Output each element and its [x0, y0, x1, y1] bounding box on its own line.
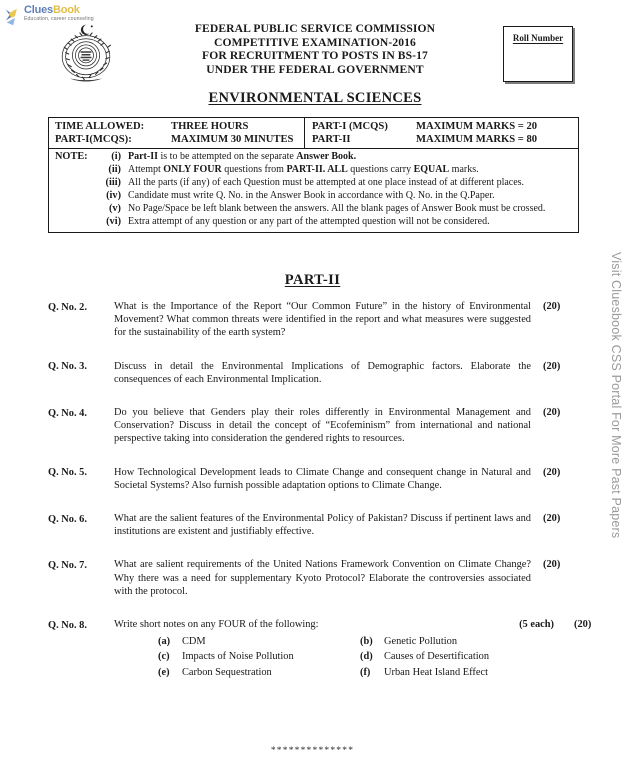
- note-block: [49, 149, 578, 231]
- question8-option-label: Impacts of Noise Pollution: [182, 651, 294, 663]
- question-row: [48, 512, 577, 538]
- note-item-number: (iv): [106, 190, 121, 202]
- part1-time-line: [55, 133, 304, 146]
- note-heading: NOTE:: [55, 151, 88, 163]
- question8-option: [158, 649, 360, 664]
- part1-time-value: MAXIMUM 30 MINUTES: [171, 134, 294, 146]
- title-line-3: FOR RECRUITMENT TO POSTS IN BS-17: [202, 49, 428, 63]
- question-row: [48, 558, 577, 598]
- note-item-number: (iii): [105, 177, 121, 189]
- question-marks: (20): [543, 466, 561, 478]
- fpsc-emblem-icon: [52, 20, 120, 88]
- question8-option-label: Urban Heat Island Effect: [384, 666, 488, 678]
- question-text: What is the Importance of the Report “Our Common Future” in the history of Environmental Movement? What common threats were identified in the report and what measures were suggested for the sustainability of the earth system?: [114, 301, 531, 339]
- note-item: [55, 151, 572, 163]
- note-item: [55, 190, 572, 202]
- question-marks: (20): [543, 301, 561, 312]
- note-item: [55, 177, 572, 189]
- question-row: [48, 300, 577, 340]
- note-item-number: (ii): [108, 164, 121, 176]
- note-item-number: (v): [108, 203, 121, 215]
- question-text: Do you believe that Genders play their roles differently in Environmental Management and Conservation? Discuss in detail the concept of “Ecofeminism” from international and national perspective taking into consideration the gendered rights to resources.: [114, 407, 531, 445]
- question8-option-key: (a): [158, 636, 171, 648]
- note-item-text: Candidate must write Q. No. in the Answer Book in accordance with Q. No. in the Q.Paper.: [128, 190, 495, 202]
- question-row: [48, 466, 577, 492]
- exam-title-block: [150, 22, 480, 76]
- question8-options: [114, 634, 562, 680]
- note-item: [55, 216, 572, 228]
- question8-option-key: (b): [360, 636, 373, 648]
- question-label: Q. No. 7.: [48, 559, 87, 571]
- question-label: Q. No. 6.: [48, 513, 87, 525]
- note-item-text: All the parts (if any) of each Question must be attempted at one place instead of at different places.: [128, 177, 525, 189]
- subject-title: ENVIRONMENTAL SCIENCES: [208, 90, 422, 106]
- question-text: What are salient requirements of the United Nations Framework Convention on Climate Change? Why there was a need for supplementary Kyoto Protocol? Elaborate the controversies associated with the protocol.: [114, 559, 531, 597]
- question8-option-key: (d): [360, 651, 373, 663]
- cluesbook-word-clues: Clues: [24, 4, 53, 16]
- cluesbook-tagline: Education, career counseling: [24, 16, 94, 22]
- question8-lead-text: Write short notes on any FOUR of the following:: [114, 619, 319, 631]
- question8-option-label: CDM: [182, 636, 206, 648]
- question-text: What are the salient features of the Environmental Policy of Pakistan? Discuss if pertinent laws and institutions are existent and justifiably effective.: [114, 513, 531, 538]
- question-label: Q. No. 3.: [48, 361, 87, 373]
- question-marks: (20): [543, 407, 561, 419]
- question8-option-label: Carbon Sequestration: [182, 666, 272, 678]
- question-label: Q. No. 8.: [48, 619, 87, 631]
- question-row: [48, 618, 592, 680]
- marks-cell: [305, 118, 578, 148]
- time-allowed-value: THREE HOURS: [171, 121, 249, 132]
- note-item-text: No Page/Space be left blank between the answers. All the blank pages of Answer Book must be crossed.: [128, 203, 546, 215]
- question-text: Discuss in detail the Environmental Implications of Demographic factors. Elaborate the consequences of each Environmental Implication.: [114, 360, 531, 385]
- question-row: [48, 360, 577, 386]
- title-line-2: COMPETITIVE EXAMINATION-2016: [214, 35, 416, 49]
- marks-row: [49, 118, 578, 149]
- part1-marks-label: PART-I (MCQS): [312, 121, 388, 132]
- cluesbook-word-book: Book: [52, 4, 80, 16]
- note-item-text: Part-II is to be attempted on the separate Answer Book.: [128, 151, 357, 163]
- note-item-number: (i): [111, 151, 121, 163]
- note-item: [55, 203, 572, 215]
- note-item-text: Attempt ONLY FOUR questions from PART-II. ALL questions carry EQUAL marks.: [128, 164, 479, 176]
- part2-marks-value: MAXIMUM MARKS = 80: [416, 134, 538, 146]
- part2-marks-line: [312, 133, 578, 146]
- page-header: [0, 0, 625, 112]
- question-label: Q. No. 4.: [48, 407, 87, 419]
- question-marks: (20): [543, 559, 561, 571]
- question8-each-marks: (5 each): [519, 619, 554, 631]
- question-label: Q. No. 5.: [48, 467, 87, 479]
- time-allowed-label: TIME ALLOWED:: [55, 121, 145, 132]
- title-line-1: FEDERAL PUBLIC SERVICE COMMISSION: [194, 22, 436, 35]
- question8-option: [360, 665, 562, 680]
- question8-option-row: [158, 665, 562, 680]
- part2-marks-label: PART-II: [312, 134, 351, 146]
- timing-cell: [49, 118, 305, 148]
- time-allowed-line: [55, 120, 304, 133]
- exam-info-table: [48, 117, 579, 233]
- title-line-4: UNDER THE FEDERAL GOVERNMENT: [206, 62, 424, 76]
- note-item-text: Extra attempt of any question or any part of the attempted question will not be considered.: [128, 215, 490, 227]
- roll-number-label: Roll Number: [512, 33, 564, 43]
- question8-option-label: Genetic Pollution: [384, 636, 458, 648]
- part1-marks-value: MAXIMUM MARKS = 20: [416, 121, 538, 132]
- question8-option-label: Causes of Desertification: [384, 651, 490, 663]
- part1-marks-line: [312, 120, 578, 133]
- question8-option: [360, 634, 562, 649]
- question-marks: (20): [543, 513, 561, 525]
- side-watermark-text: Visit Cluesbook CSS Portal For More Past Papers: [609, 252, 623, 539]
- question8-option-key: (e): [158, 666, 170, 678]
- part1-time-label: PART-I(MCQS):: [55, 134, 132, 146]
- question-body: [114, 618, 566, 680]
- question8-lead: [114, 618, 562, 631]
- note-item-number: (vi): [106, 215, 121, 227]
- question8-option: [360, 649, 562, 664]
- roll-number-box[interactable]: [503, 26, 573, 82]
- question-label: Q. No. 2.: [48, 301, 87, 313]
- question-marks: (20): [543, 360, 561, 372]
- question8-option-key: (f): [360, 666, 371, 678]
- footer-asterisks: **************: [270, 746, 355, 756]
- question-marks: (20): [574, 619, 592, 631]
- question8-option-row: [158, 649, 562, 664]
- question8-option: [158, 665, 360, 680]
- question-text: How Technological Development leads to Climate Change and consequent change in Natural and Societal Systems? Also furnish possible adaptation options to Climate Change.: [114, 466, 531, 491]
- question8-option: [158, 634, 360, 649]
- question8-option-row: [158, 634, 562, 649]
- question-row: [48, 406, 577, 446]
- part-heading: PART-II: [284, 272, 341, 288]
- question8-option-key: (c): [158, 651, 170, 663]
- questions-list: [48, 300, 592, 680]
- note-item: [55, 164, 572, 176]
